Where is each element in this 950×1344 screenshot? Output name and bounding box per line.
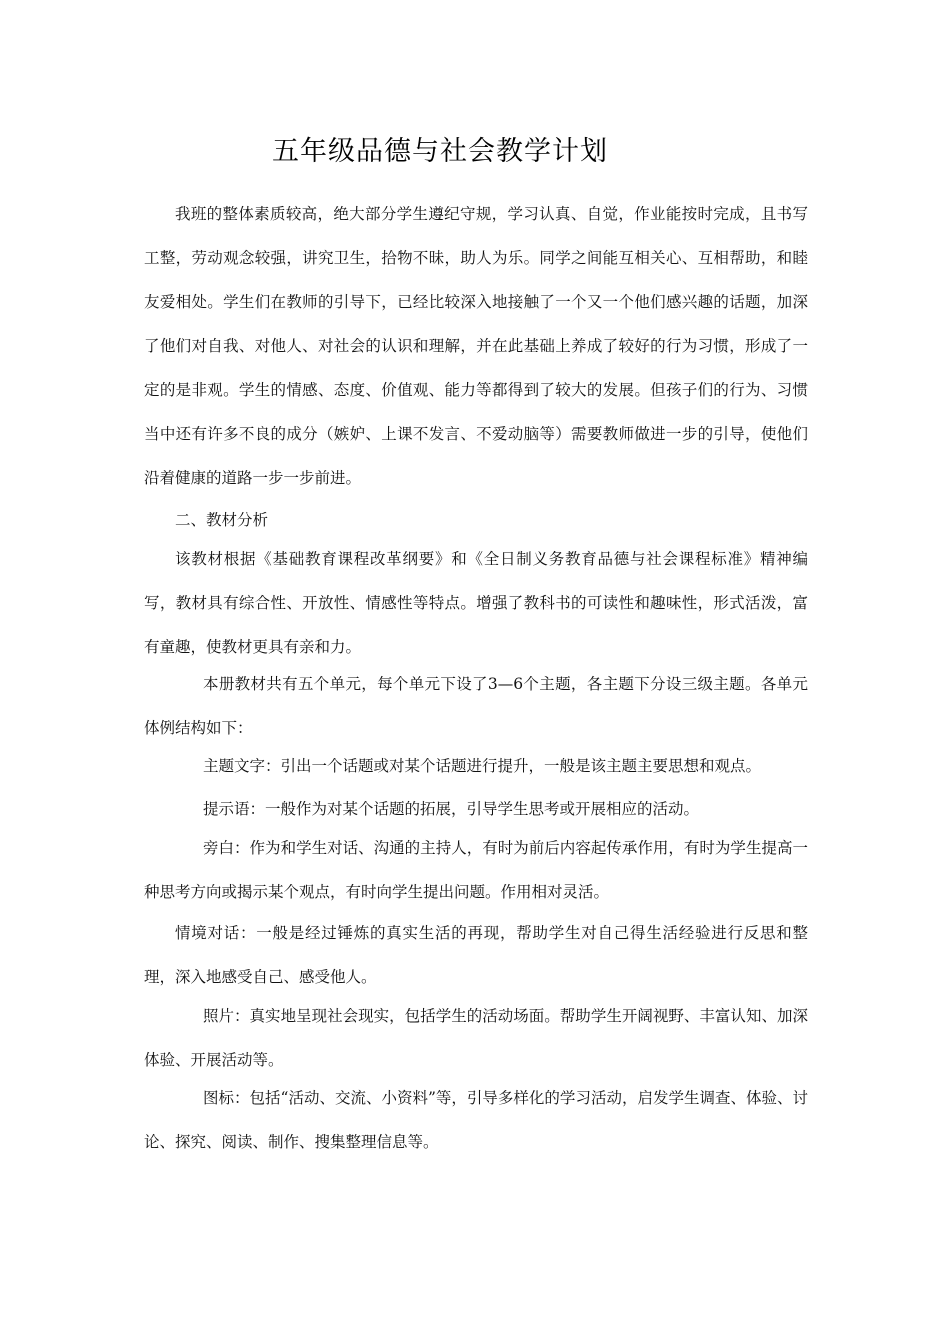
section-heading-textbook-analysis: 二、教材分析 xyxy=(175,511,269,529)
document-title: 五年级品德与社会教学计划 xyxy=(272,136,608,167)
paragraph-textbook-basis: 该教材根据《基础教育课程改革纲要》和《全日制义务教育品德与社会课程标准》精神编写，教材具有综合性、开放性、情感性等特点。增强了教科书的可读性和趣味性，形式活泼，富有童趣，使教材更具有亲和力。 xyxy=(144,550,808,656)
paragraph-class-overview: 我班的整体素质较高，绝大部分学生遵纪守规，学习认真、自觉，作业能按时完成，且书写工整，劳动观念较强，讲究卫生，拾物不昧，助人为乐。同学之间能互相关心、互相帮助，和睦友爱相处。学生们在教师的引导下，已经比较深入地接触了一个又一个他们感兴趣的话题，加深了他们对自我、对他人、对社会的认识和理解，并在此基础上养成了较好的行为习惯，形成了一定的是非观。学生的情感、态度、价值观、能力等都得到了较大的发展。但孩子们的行为、习惯当中还有许多不良的成分（嫉妒、上课不发言、不爱动脑等）需要教师做进一步的引导，使他们沿着健康的道路一步一步前进。 xyxy=(144,205,808,487)
paragraph-aside: 旁白：作为和学生对话、沟通的主持人，有时为前后内容起传承作用，有时为学生提高一种思考方向或揭示某个观点，有时向学生提出问题。作用相对灵活。 xyxy=(144,839,808,901)
paragraph-photos: 照片：真实地呈现社会现实，包括学生的活动场面。帮助学生开阔视野、丰富认知、加深体验、开展活动等。 xyxy=(144,1007,808,1069)
paragraph-dialogue: 情境对话：一般是经过锤炼的真实生活的再现，帮助学生对自己得生活经验进行反思和整理，深入地感受自己、感受他人。 xyxy=(144,924,808,986)
paragraph-units: 本册教材共有五个单元，每个单元下设了3—6个主题，各主题下分设三级主题。各单元体例结构如下： xyxy=(144,675,808,737)
paragraph-hint: 提示语：一般作为对某个话题的拓展，引导学生思考或开展相应的活动。 xyxy=(203,800,700,818)
paragraph-theme-text: 主题文字：引出一个话题或对某个话题进行提升，一般是该主题主要思想和观点。 xyxy=(203,757,762,775)
paragraph-icons: 图标：包括“活动、交流、小资料”等，引导多样化的学习活动，启发学生调查、体验、讨论、探究、阅读、制作、搜集整理信息等。 xyxy=(144,1089,808,1151)
